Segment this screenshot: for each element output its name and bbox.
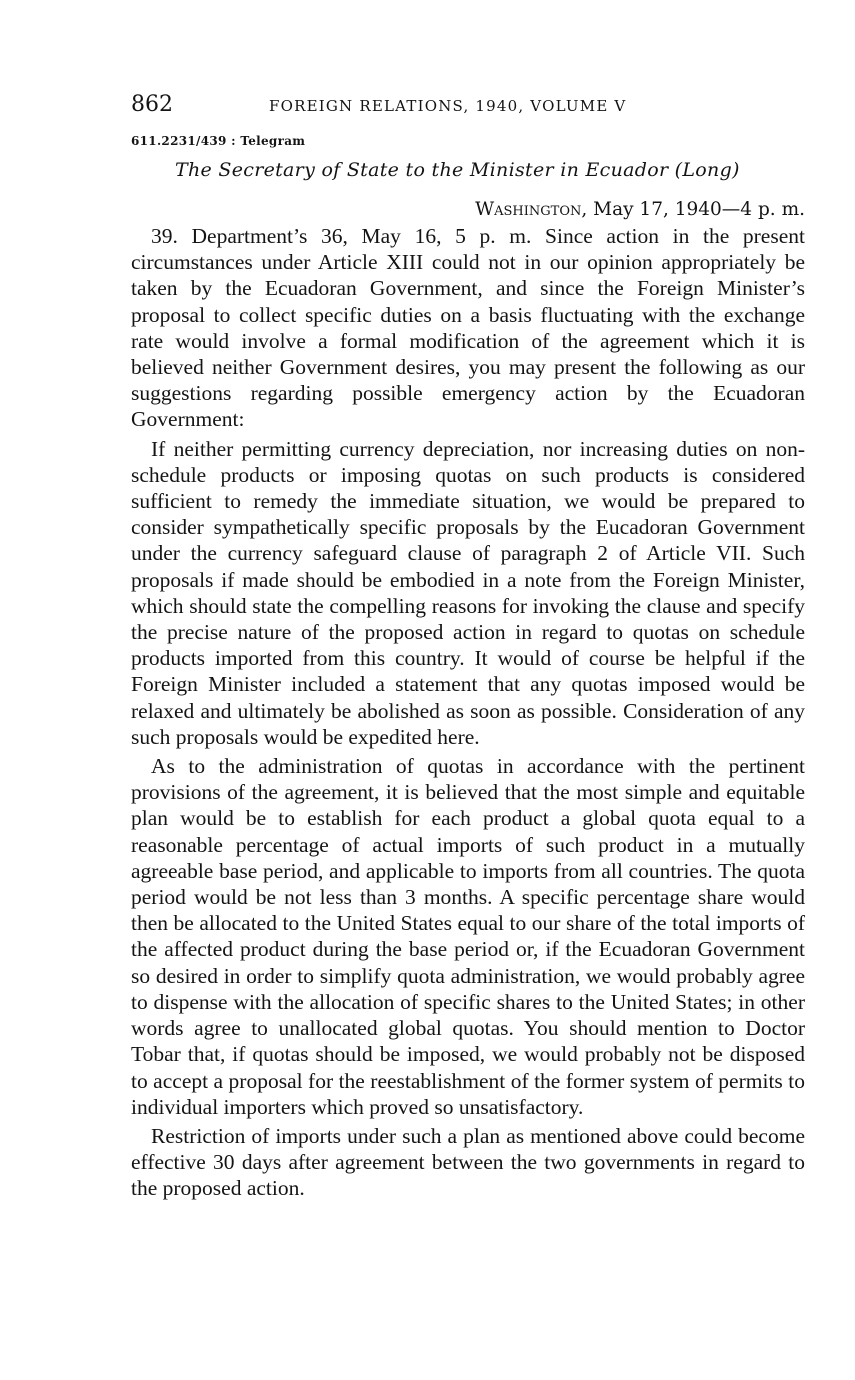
document-page [131,92,805,1205]
paragraph-2: If neither permitting currency depreciation, nor increasing duties on non-schedule products or imposing quotas on such products is considered sufficient to remedy the immediate situation, we would be prepared to consider sympathetically specific proposals by the Eucadoran Government under the currency safeguard clause of paragraph 2 of Article VII. Such proposals if made should be embodied in a note from the Foreign Minister, which should state the compelling reasons for invoking the clause and specify the precise nature of the proposed action in regard to quotas on schedule products imported from this country. It would of course be helpful if the Foreign Minister included a statement that any quotas imposed would be relaxed and ultimately be abolished as soon as possible. Consideration of any such proposals would be expedited here. [131,436,805,749]
paragraph-3: As to the administration of quotas in accordance with the pertinent provisions of the agreement, it is believed that the most simple and equitable plan would be to establish for each product a global quota equal to a reasonable percentage of actual imports of such product in a mutually agreeable base period, and applicable to imports from all countries. The quota period would be not less than 3 months. A specific percentage share would then be allocated to the United States equal to our share of the total imports of the affected product during the base period or, if the Ecuadoran Government so desired in order to simplify quota administration, we would probably agree to dispense with the allocation of specific shares to the United States; in other words agree to unallocated global quotas. You should mention to Doctor Tobar that, if quotas should be imposed, we would probably not be disposed to accept a proposal for the reestablishment of the former system of permits to individual importers which proved so unsatisfactory. [131,754,805,1119]
document-heading: The Secretary of State to the Minister in Ecuador (Long) [175,159,740,181]
paragraph-1: 39. Department’s 36, May 16, 5 p. m. Since action in the present circumstances under Article XIII could not in our opinion appropriately be taken by the Ecuadoran Government, and since the Foreign Minister’s proposal to collect specific duties on a basis fluctuating with the exchange rate would involve a formal modification of the agreement which it is believed neither Government desires, you may present the following as our suggestions regarding possible emergency action by the Ecuadoran Government: [131,224,805,432]
dateline-date: May 17, 1940—4 p. m. [593,199,805,220]
dateline-place: Washington, [475,199,588,220]
file-reference: 611.2231/439 : Telegram [131,134,306,148]
paragraph-4: Restriction of imports under such a plan as mentioned above could become effective 30 days after agreement between the two governments in regard to the proposed action. [131,1123,805,1201]
running-header [131,92,805,122]
dateline [131,197,805,223]
running-title: FOREIGN RELATIONS, 1940, VOLUME V [269,97,627,115]
telegram-body [131,223,805,1202]
page-number: 862 [131,92,173,117]
